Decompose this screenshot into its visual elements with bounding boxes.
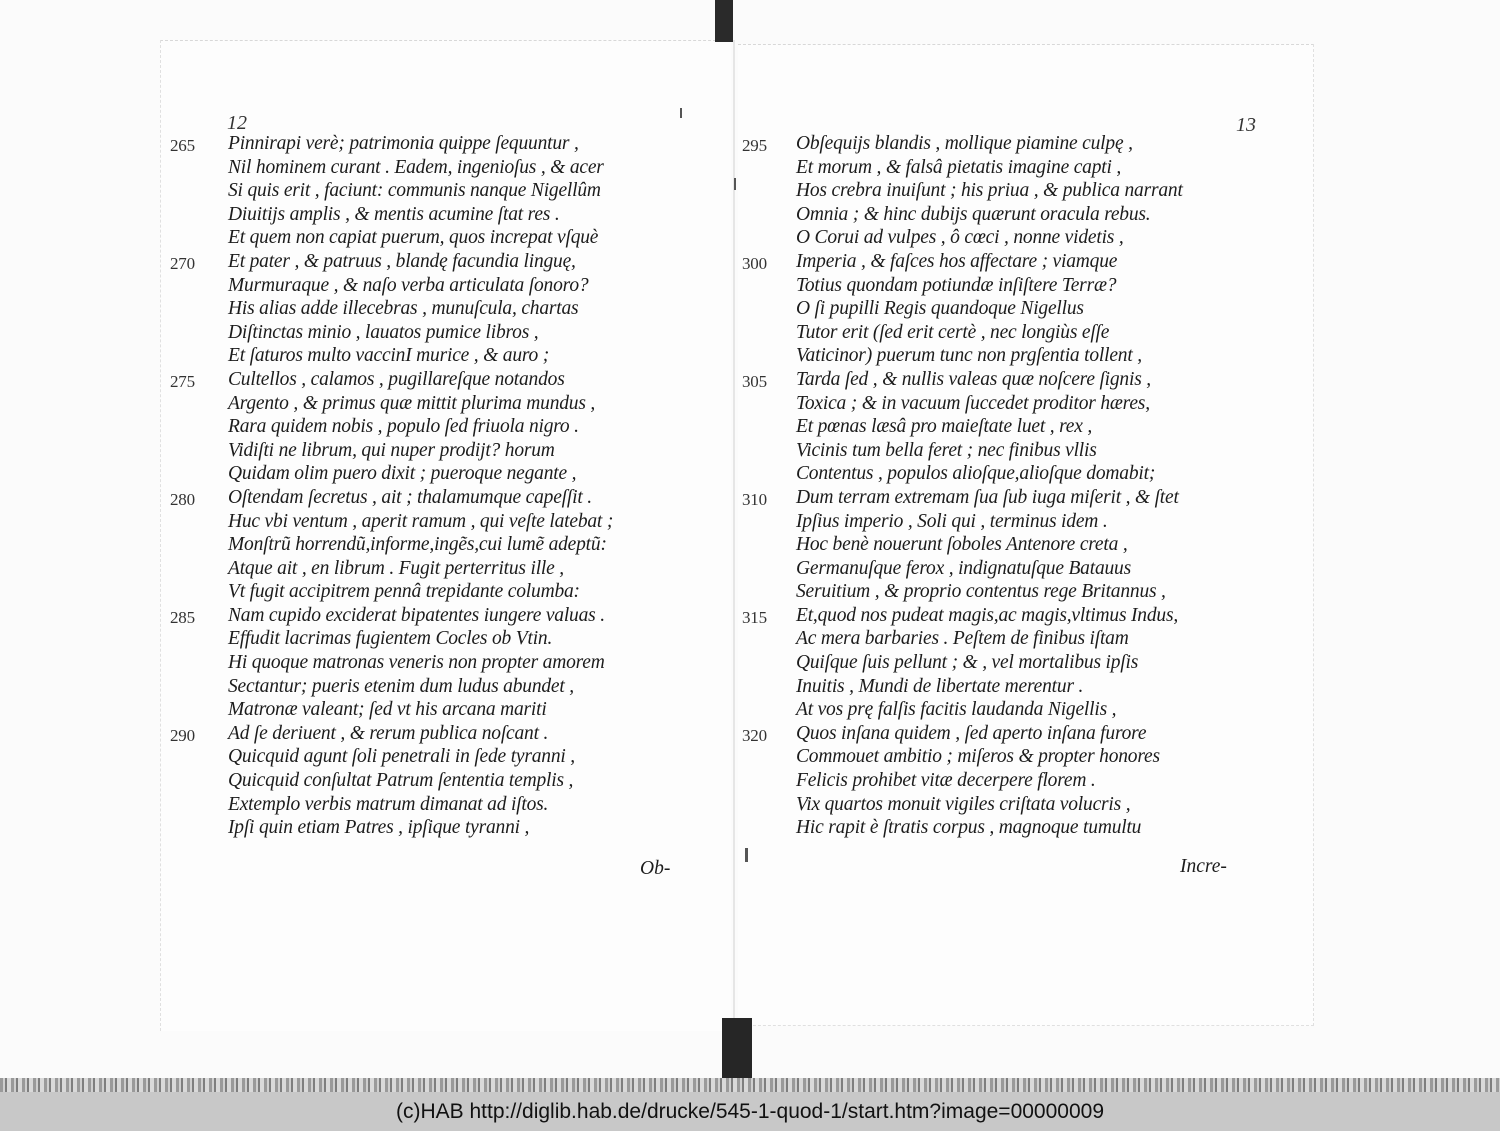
verse-text: Et quem non capiat puerum, quos increpat vſquè — [228, 227, 599, 249]
ink-speck — [745, 848, 748, 862]
verse-text: Et,quod nos pudeat magis,ac magis,vltimus Indus, — [796, 604, 1179, 626]
ink-speck — [734, 178, 736, 190]
verse-line — [742, 745, 1302, 769]
verse-line — [742, 392, 1302, 416]
verse-line — [742, 156, 1302, 180]
verse-line — [742, 274, 1302, 298]
verse-line — [742, 651, 1302, 675]
verse-text: Germanuſque ferox , indignatuſque Batauus — [796, 557, 1131, 579]
verse-line — [170, 745, 725, 769]
verse-text: Vix quartos monuit vigiles criſtata volucris , — [796, 793, 1131, 815]
verse-line — [742, 250, 1302, 274]
verse-line — [170, 439, 725, 463]
verse-text: Matronæ valeant; ſed vt his arcana mariti — [228, 699, 547, 721]
verse-line — [742, 675, 1302, 699]
verse-line-number: 300 — [742, 253, 767, 273]
verse-line — [170, 793, 725, 817]
verse-text: Diſtinctas minio , lauatos pumice libros , — [228, 321, 539, 343]
verse-text: Nam cupido exciderat bipatentes iungere valuas . — [228, 604, 605, 626]
verse-text: Nil hominem curant . Eadem, ingenioſus , & acer — [228, 156, 604, 178]
verse-line — [742, 226, 1302, 250]
verse-text: Diuitijs amplis , & mentis acumine ſtat res . — [228, 203, 560, 225]
verse-text: Quicquid agunt ſoli penetrali in ſede tyranni , — [228, 746, 575, 768]
verse-line — [742, 368, 1302, 392]
verse-text: Dum terram extremam ſua ſub iuga miſerit , & ſtet — [796, 486, 1179, 508]
verse-text: Huc vbi ventum , aperit ramum , qui veſte latebat ; — [228, 510, 614, 532]
verse-text: Si quis erit , faciunt: communis nanque Nigellûm — [228, 180, 601, 202]
verse-line — [170, 344, 725, 368]
verse-line-number: 310 — [742, 489, 767, 509]
verse-line — [170, 722, 725, 746]
verse-line — [170, 321, 725, 345]
verse-line — [742, 344, 1302, 368]
verse-line-number: 285 — [170, 607, 195, 627]
verse-line — [742, 486, 1302, 510]
verse-line — [742, 698, 1302, 722]
verse-text: Hoc benè nouerunt ſoboles Antenore creta , — [796, 534, 1128, 556]
verse-text: Ipſius imperio , Soli qui , terminus idem . — [796, 510, 1108, 532]
verse-line-number: 315 — [742, 607, 767, 627]
page-number-right: 13 — [1236, 114, 1256, 136]
catchword-right: Incre- — [1180, 856, 1227, 877]
verse-text: Quiſque ſuis pellunt ; & , vel mortalibus ipſis — [796, 652, 1139, 674]
verse-text: At vos prę falſis facitis laudanda Nigellis , — [796, 699, 1117, 721]
verse-line — [742, 203, 1302, 227]
verse-line — [742, 132, 1302, 156]
verse-line — [170, 226, 725, 250]
verse-line — [170, 415, 725, 439]
verse-line — [170, 698, 725, 722]
verse-text: Felicis prohibet vitæ decerpere florem . — [796, 770, 1096, 792]
scan-edge — [0, 1078, 1500, 1092]
verse-line — [170, 392, 725, 416]
verse-line — [170, 462, 725, 486]
ink-speck — [680, 108, 682, 118]
verse-text: Quidam olim puero dixit ; pueroque negante , — [228, 463, 577, 485]
verse-line — [170, 675, 725, 699]
verse-line — [742, 533, 1302, 557]
verse-text: O ſi pupilli Regis quandoque Nigellus — [796, 298, 1084, 320]
verse-line — [742, 557, 1302, 581]
verse-line — [170, 533, 725, 557]
verse-text: Imperia , & faſces hos affectare ; viamque — [796, 250, 1118, 272]
verse-text: Cultellos , calamos , pugillareſque notandos — [228, 368, 565, 390]
verse-line — [170, 769, 725, 793]
verse-line-number: 320 — [742, 725, 767, 745]
verse-line — [170, 486, 725, 510]
verse-line — [170, 580, 725, 604]
verse-text: Inuitis , Mundi de libertate merentur . — [796, 675, 1084, 697]
verse-text: Hi quoque matronas veneris non propter amorem — [228, 652, 605, 674]
verse-line-number: 305 — [742, 371, 767, 391]
verse-line — [742, 510, 1302, 534]
verse-text: Ac mera barbaries . Peſtem de finibus iſtam — [796, 628, 1129, 650]
verse-text: Atque ait , en librum . Fugit perterritus ille , — [228, 557, 564, 579]
verse-text: Rara quidem nobis , populo ſed friuola nigro . — [228, 416, 579, 438]
verse-line — [170, 816, 725, 840]
verse-text: Et morum , & falsâ pietatis imagine capti , — [796, 156, 1122, 178]
verse-line — [742, 604, 1302, 628]
verse-line-number: 295 — [742, 136, 767, 155]
verse-line — [170, 132, 725, 156]
verse-text: Seruitium , & proprio contentus rege Britannus , — [796, 581, 1166, 603]
verse-line — [170, 627, 725, 651]
copyright-footer: (c)HAB http://diglib.hab.de/drucke/545-1-quod-1/start.htm?image=00000009 — [0, 1092, 1500, 1131]
verse-line — [170, 604, 725, 628]
verse-text: Argento , & primus quæ mittit plurima mundus , — [228, 392, 596, 414]
verse-line — [742, 793, 1302, 817]
right-verse-list — [742, 132, 1302, 840]
verse-line — [742, 627, 1302, 651]
verse-text: Extemplo verbis matrum dimanat ad iſtos. — [228, 793, 549, 815]
verse-line — [170, 510, 725, 534]
verse-text: Et pater , & patruus , blandę facundia linguę, — [228, 250, 576, 272]
verse-text: Effudit lacrimas fugientem Cocles ob Vtin. — [228, 628, 553, 650]
catchword-left: Ob- — [640, 858, 671, 879]
verse-text: Ad ſe deriuent , & rerum publica noſcant . — [228, 722, 549, 744]
verse-text: Contentus , populos alioſque,alioſque domabit; — [796, 463, 1156, 485]
verse-line — [742, 769, 1302, 793]
verse-line — [742, 580, 1302, 604]
verse-line-number: 270 — [170, 253, 195, 273]
verse-text: Hic rapit è ſtratis corpus , magnoque tumultu — [796, 817, 1142, 839]
verse-text: Omnia ; & hinc dubijs quærunt oracula rebus. — [796, 203, 1151, 225]
verse-text: Hos crebra inuiſunt ; his priua , & publica narrant — [796, 180, 1183, 202]
verse-line — [742, 439, 1302, 463]
verse-text: Obſequijs blandis , mollique piamine culpę , — [796, 133, 1133, 154]
verse-text: Et pœnas læsâ pro maieſtate luet , rex , — [796, 416, 1093, 438]
verse-line — [742, 816, 1302, 840]
binding-shadow-bottom — [722, 1018, 752, 1080]
verse-line — [742, 462, 1302, 486]
verse-line-number: 280 — [170, 489, 195, 509]
verse-line — [742, 297, 1302, 321]
verse-text: O Corui ad vulpes , ô cœci , nonne videtis , — [796, 227, 1124, 249]
verse-line — [170, 203, 725, 227]
verse-text: Quicquid conſultat Patrum ſententia templis , — [228, 770, 574, 792]
verse-text: Totius quondam potiundæ inſiſtere Terræ? — [796, 274, 1117, 296]
verse-text: Monſtrũ horrendũ,informe,ingẽs,cui lumẽ adeptũ: — [228, 534, 607, 556]
verse-line — [170, 156, 725, 180]
page-number-left: 12 — [227, 112, 247, 134]
verse-text: Commouet ambitio ; miſeros & propter honores — [796, 746, 1160, 768]
verse-line-number: 290 — [170, 725, 195, 745]
verse-text: Quos inſana quidem , ſed aperto inſana furore — [796, 722, 1147, 744]
verse-text: Murmuraque , & naſo verba articulata ſonoro? — [228, 274, 589, 296]
verse-text: Et ſaturos multo vaccinI murice , & auro ; — [228, 345, 550, 367]
verse-text: Pinnirapi verè; patrimonia quippe ſequuntur , — [228, 133, 579, 154]
verse-line-number: 265 — [170, 136, 195, 155]
verse-line — [170, 179, 725, 203]
verse-line — [742, 179, 1302, 203]
verse-line — [170, 297, 725, 321]
verse-text: Vidiſti ne librum, qui nuper prodijt? horum — [228, 439, 555, 461]
verse-text: Toxica ; & in vacuum ſuccedet proditor hæres, — [796, 392, 1150, 414]
verse-text: Vicinis tum bella feret ; nec finibus vllis — [796, 439, 1097, 461]
verse-line-number: 275 — [170, 371, 195, 391]
verse-text: Tutor erit (ſed erit certè , nec longiùs eſſe — [796, 321, 1110, 343]
verse-text: Ipſi quin etiam Patres , ipſique tyranni , — [228, 817, 530, 839]
verse-line — [170, 651, 725, 675]
verse-text: Vt fugit accipitrem pennâ trepidante columba: — [228, 581, 580, 603]
verse-text: Vaticinor) puerum tunc non prgſentia tollent , — [796, 345, 1142, 367]
verse-text: His alias adde illecebras , munuſcula, chartas — [228, 298, 579, 320]
verse-line — [170, 274, 725, 298]
verse-text: Tarda ſed , & nullis valeas quæ noſcere ſignis , — [796, 368, 1151, 390]
verse-text: Oſtendam ſecretus , ait ; thalamumque capeſſit . — [228, 486, 592, 508]
verse-line — [170, 250, 725, 274]
verse-line — [170, 557, 725, 581]
binding-shadow-top — [715, 0, 733, 42]
verse-line — [742, 722, 1302, 746]
verse-text: Sectantur; pueris etenim dum ludus abundet , — [228, 675, 574, 697]
verse-line — [742, 415, 1302, 439]
verse-line — [742, 321, 1302, 345]
verse-line — [170, 368, 725, 392]
left-verse-list — [170, 132, 725, 840]
